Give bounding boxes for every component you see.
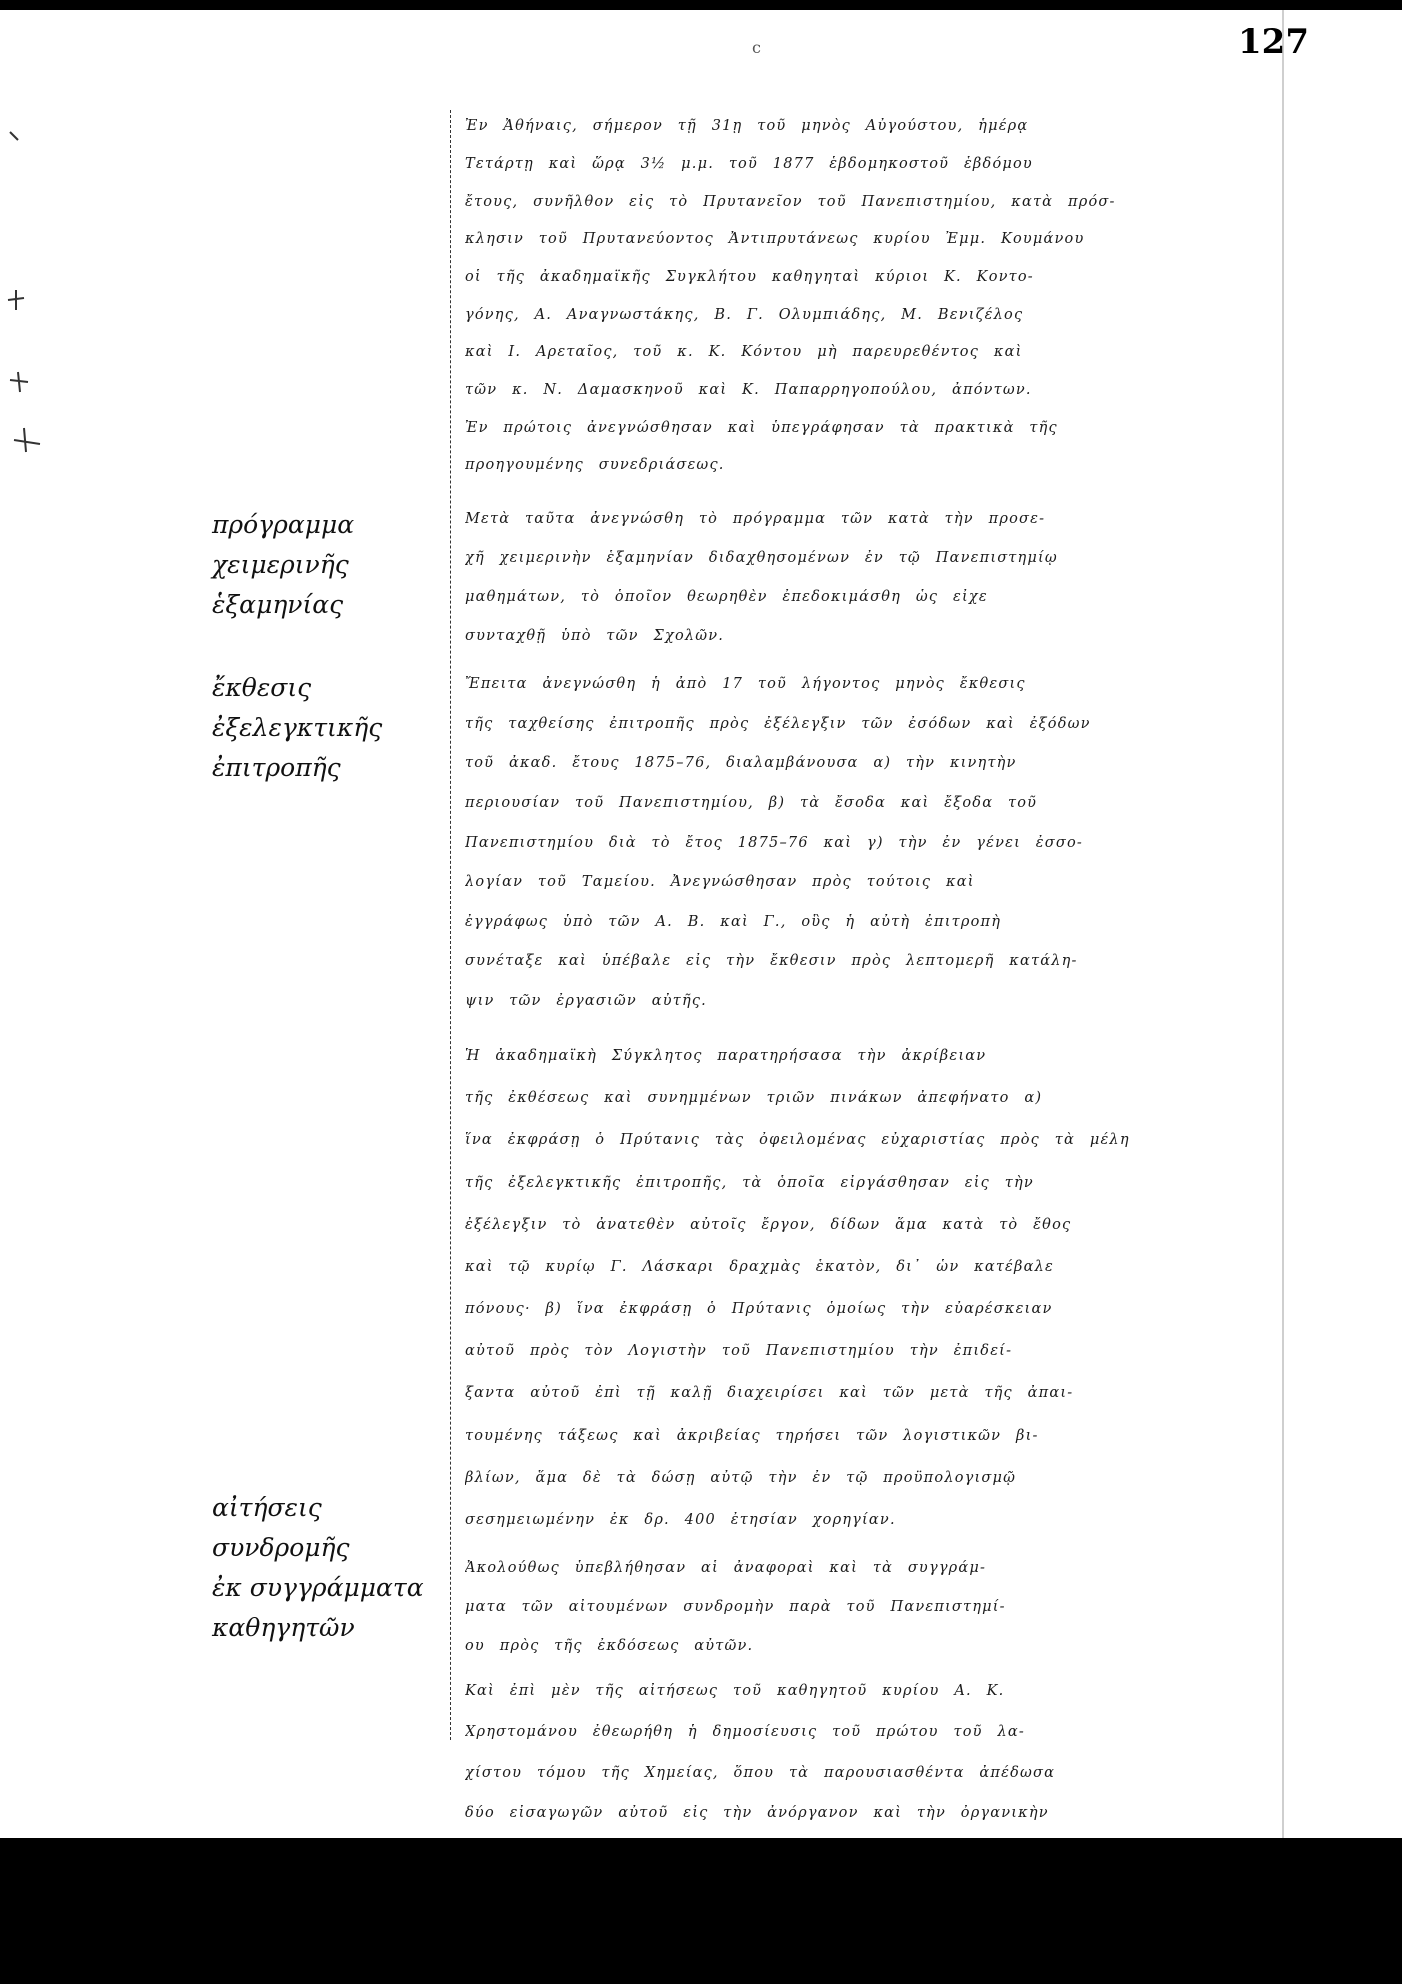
text-line: περιουσίαν τοῦ Πανεπιστημίου, β) τὰ ἔσοδα καὶ ἔξοδα τοῦ (465, 795, 1038, 811)
margin-note-report (212, 668, 437, 788)
text-line: ἐγγράφως ὑπὸ τῶν Α. Β. καὶ Γ., οὓς ἡ αὐτὴ ἐπιτροπὴ (465, 914, 1002, 930)
margin-note-line: συνδρομῆς (212, 1533, 350, 1562)
left-margin-scan-marks (4, 60, 44, 480)
sheet-right-edge (1282, 10, 1284, 1838)
margin-note-line: ἐξελεγκτικῆς (212, 713, 383, 742)
text-line: κλησιν τοῦ Πρυτανεύοντος Ἀντιπρυτάνεως κυρίου Ἐμμ. Κουμάνου (465, 231, 1085, 247)
text-line: ψιν τῶν ἐργασιῶν αὐτῆς. (465, 993, 707, 1009)
margin-note-line: ἐκ συγγράμματα (212, 1573, 424, 1602)
margin-note-line: χειμερινῆς (212, 550, 349, 579)
text-line: τῆς ταχθείσης ἐπιτροπῆς πρὸς ἐξέλεγξιν τῶν ἐσόδων καὶ ἐξόδων (465, 716, 1091, 732)
text-line: Ἡ ἀκαδημαϊκὴ Σύγκλητος παρατηρήσασα τὴν ἀκρίβειαν (465, 1048, 987, 1064)
margin-note-requests (212, 1488, 437, 1648)
text-line: συνέταξε καὶ ὑπέβαλε εἰς τὴν ἔκθεσιν πρὸς λεπτομερῆ κατάλη- (465, 953, 1078, 969)
margin-note-line: πρόγραμμα (212, 510, 355, 539)
text-line: τουμένης τάξεως καὶ ἀκριβείας τηρήσει τῶν λογιστικῶν βι- (465, 1428, 1039, 1444)
text-line: λογίαν τοῦ Ταμείου. Ἀνεγνώσθησαν πρὸς τούτοις καὶ (465, 874, 975, 890)
text-line: Μετὰ ταῦτα ἀνεγνώσθη τὸ πρόγραμμα τῶν κατὰ τὴν προσε- (465, 511, 1046, 527)
text-line: ἵνα ἐκφράσῃ ὁ Πρύτανις τὰς ὀφειλομένας εὐχαριστίας πρὸς τὰ μέλη (465, 1132, 1130, 1148)
top-stamp-mark: ⅽ (752, 38, 761, 57)
text-line: συνταχθῇ ὑπὸ τῶν Σχολῶν. (465, 628, 725, 644)
margin-note-line: ἐπιτροπῆς (212, 753, 341, 782)
text-line: αὐτοῦ πρὸς τὸν Λογιστὴν τοῦ Πανεπιστημίου τὴν ἐπιδεί- (465, 1343, 1013, 1359)
text-line: Καὶ ἐπὶ μὲν τῆς αἰτήσεως τοῦ καθηγητοῦ κυρίου Α. Κ. (465, 1683, 1005, 1699)
text-line: γόνης, Α. Αναγνωστάκης, Β. Γ. Ολυμπιάδης, Μ. Βενιζέλος (465, 307, 1024, 323)
text-line: Τετάρτῃ καὶ ὥρᾳ 3½ μ.μ. τοῦ 1877 ἑβδομηκοστοῦ ἑβδόμου (465, 156, 1033, 172)
text-line: Ἐν πρώτοις ἀνεγνώσθησαν καὶ ὑπεγράφησαν τὰ πρακτικὰ τῆς (465, 420, 1058, 436)
margin-note-line: ἑξαμηνίας (212, 590, 344, 619)
text-line: τῆς ἐξελεγκτικῆς ἐπιτροπῆς, τὰ ὁποῖα εἰργάσθησαν εἰς τὴν (465, 1175, 1034, 1191)
text-line: οἱ τῆς ἀκαδημαϊκῆς Συγκλήτου καθηγηταὶ κύριοι Κ. Κοντο- (465, 269, 1034, 285)
text-line: ἐξέλεγξιν τὸ ἀνατεθὲν αὐτοῖς ἔργον, δίδων ἅμα κατὰ τὸ ἔθος (465, 1217, 1072, 1233)
text-line: Ἀκολούθως ὑπεβλήθησαν αἱ ἀναφοραὶ καὶ τὰ συγγράμ- (465, 1560, 987, 1576)
text-line: ξαντα αὐτοῦ ἐπὶ τῇ καλῇ διαχειρίσει καὶ τῶν μετὰ τῆς ἀπαι- (465, 1385, 1074, 1401)
margin-note-line: ἔκθεσις (212, 673, 312, 702)
text-line: ματα τῶν αἰτουμένων συνδρομὴν παρὰ τοῦ Πανεπιστημί- (465, 1599, 1006, 1615)
text-line: τῶν κ. Ν. Δαμασκηνοῦ καὶ Κ. Παπαρρηγοπούλου, ἀπόντων. (465, 382, 1032, 398)
text-line: πόνους· β) ἵνα ἐκφράσῃ ὁ Πρύτανις ὁμοίως τὴν εὐαρέσκειαν (465, 1301, 1053, 1317)
page-number: 127 (1238, 22, 1309, 62)
text-line: μαθημάτων, τὸ ὁποῖον θεωρηθὲν ἐπεδοκιμάσθη ὡς εἶχε (465, 589, 988, 605)
text-line: ου πρὸς τῆς ἐκδόσεως αὐτῶν. (465, 1638, 754, 1654)
text-line: ἔτους, συνῆλθον εἰς τὸ Πρυτανεῖον τοῦ Πανεπιστημίου, κατὰ πρόσ- (465, 194, 1116, 210)
margin-rule-line (450, 110, 451, 1740)
text-line: Χρηστομάνου ἐθεωρήθη ἡ δημοσίευσις τοῦ πρώτου τοῦ λα- (465, 1724, 1025, 1740)
text-line: σεσημειωμένην ἐκ δρ. 400 ἐτησίαν χορηγίαν. (465, 1512, 896, 1528)
margin-note-line: αἰτήσεις (212, 1493, 322, 1522)
margin-note-program (212, 505, 437, 625)
text-line: Ἔπειτα ἀνεγνώσθη ἡ ἀπὸ 17 τοῦ λήγοντος μηνὸς ἔκθεσις (465, 676, 1026, 692)
text-line: χῆ χειμερινὴν ἑξαμηνίαν διδαχθησομένων ἐν τῷ Πανεπιστημίῳ (465, 550, 1058, 566)
text-line: καὶ τῷ κυρίῳ Γ. Λάσκαρι δραχμὰς ἑκατὸν, δι᾿ ὧν κατέβαλε (465, 1259, 1054, 1275)
text-line: δύο εἰσαγωγῶν αὐτοῦ εἰς τὴν ἀνόργανον καὶ τὴν ὀργανικὴν (465, 1805, 1049, 1821)
text-line: χίστου τόμου τῆς Χημείας, ὅπου τὰ παρουσιασθέντα ἀπέδωσα (465, 1765, 1056, 1781)
text-line: Ἐν Ἀθήναις, σήμερον τῇ 31ῃ τοῦ μηνὸς Αὐγούστου, ἡμέρᾳ (465, 118, 1029, 134)
text-line: τῆς ἐκθέσεως καὶ συνημμένων τριῶν πινάκων ἀπεφήνατο α) (465, 1090, 1043, 1106)
text-line: τοῦ ἀκαδ. ἔτους 1875–76, διαλαμβάνουσα α) τὴν κινητὴν (465, 755, 1017, 771)
text-line: καὶ Ι. Αρεταῖος, τοῦ κ. Κ. Κόντου μὴ παρευρεθέντος καὶ (465, 344, 1023, 360)
bottom-scan-border (0, 1838, 1402, 1984)
text-line: προηγουμένης συνεδριάσεως. (465, 457, 725, 473)
margin-note-line: καθηγητῶν (212, 1613, 355, 1642)
text-line: Πανεπιστημίου διὰ τὸ ἔτος 1875–76 καὶ γ) τὴν ἐν γένει ἐσσο- (465, 835, 1083, 851)
text-line: βλίων, ἅμα δὲ τὰ δώσῃ αὐτῷ τὴν ἐν τῷ προϋπολογισμῷ (465, 1470, 1017, 1486)
